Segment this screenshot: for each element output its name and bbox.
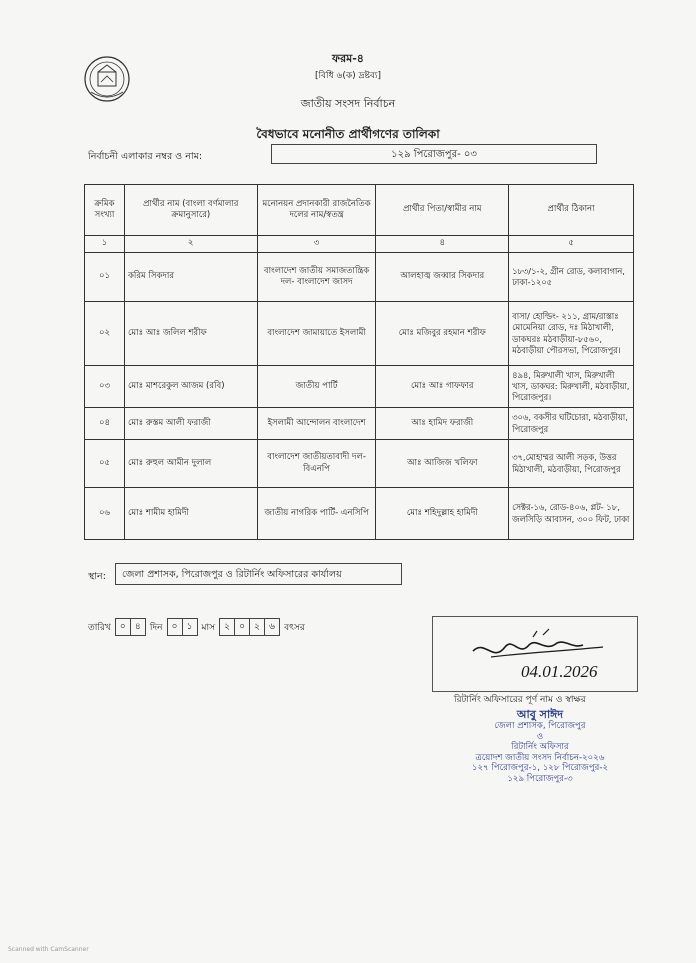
signature-caption: রিটার্নিং অফিসারের পূর্ণ নাম ও স্বাক্ষর: [454, 695, 586, 705]
column-number: ৩: [257, 236, 376, 253]
constituency-label: নির্বাচনী এলাকার নম্বর ও নাম:: [88, 151, 203, 162]
day-digit: ০: [116, 619, 131, 635]
father-name: মোঃ মজিবুর রহমান শরীফ: [376, 302, 509, 366]
month-digit: ০: [168, 619, 183, 635]
table-row: [85, 366, 634, 408]
party-name: বাংলাদেশ জাতীয় সমাজতান্ত্রিক দল- বাংলাদেশ জাসদ: [257, 253, 376, 302]
column-header-address: প্রার্থীর ঠিকানা: [509, 185, 634, 236]
year-digit: ২: [250, 619, 265, 635]
column-number: ৪: [376, 236, 509, 253]
document-title: বৈধভাবে মনোনীত প্রার্থীগণের তালিকা: [256, 127, 440, 141]
month-digit: ১: [186, 622, 193, 632]
month-label: মাস: [201, 622, 216, 633]
stamp-line: ১২৯ পিরোজপুর-৩: [507, 773, 573, 784]
party-name: জাতীয় নাগরিক পার্টি- এনসিপি: [257, 488, 376, 540]
party-name: বাংলাদেশ জামায়াতে ইসলামী: [257, 302, 376, 366]
candidate-address: সেক্টর-১৬, রোড-৪০৬, প্লট- ১৮, জলসিড়ি আবাসন, ৩০০ ফিট, ঢাকা: [509, 488, 634, 540]
row-serial: ০৬: [85, 488, 125, 540]
rule-reference: [বিধি ৬(ক) দ্রষ্টব্য]: [314, 71, 382, 81]
row-serial: ০২: [85, 302, 125, 366]
officer-name: আবু সাঈদ: [516, 708, 564, 721]
place-value: জেলা প্রশাসক, পিরোজপুর ও রিটার্নিং অফিসারের কার্যালয়: [115, 563, 402, 585]
signature-box: [432, 616, 638, 692]
stamp-line: রিটার্নিং অফিসার: [511, 742, 569, 753]
day-label: দিন: [149, 622, 163, 633]
year-digit: ৬: [269, 622, 275, 632]
column-header-father: প্রার্থীর পিতা/স্বামীর নাম: [376, 185, 509, 236]
day-digit: ৪: [134, 622, 141, 632]
candidate-name: মোঃ রুস্তম আলী ফরাজী: [124, 408, 257, 440]
candidate-name: মোঃ রুহুল আমীন দুলাল: [124, 440, 257, 488]
row-serial: ০১: [85, 253, 125, 302]
year-digit: ২: [220, 619, 235, 635]
stamp-line: ও: [536, 731, 544, 742]
table-row: [85, 253, 634, 302]
candidate-address: ৪৯৪, মিরুখালী খাস, মিরুখালী খাস, ডাকঘর: মিরুখালী, মঠবাড়ীয়া, পিরোজপুর।: [509, 366, 634, 408]
row-serial: ০৫: [85, 440, 125, 488]
table-row: [85, 440, 634, 488]
candidate-address: ১৮৩/১-২, গ্রীন রোড, কলাবাগান, ঢাকা-১২০৫: [509, 253, 634, 302]
year-label: বৎসর: [284, 622, 305, 633]
candidate-table: [84, 184, 634, 540]
column-number: ৫: [509, 236, 634, 253]
place-label: স্থান:: [88, 571, 106, 582]
candidate-address: ৩০৬, বকসীর ঘটিচোরা, মঠবাড়ীয়া, পিরোজপুর: [509, 408, 634, 440]
stamp-line: ১২৭ পিরোজপুর-১, ১২৮ পিরোজপুর-২: [471, 763, 609, 774]
year-boxes: [219, 618, 280, 636]
stamp-line: ত্রয়োদশ জাতীয় সংসদ নির্বাচন-২০২৬: [475, 752, 605, 763]
column-number: ২: [124, 236, 257, 253]
stamp-line: জেলা প্রশাসক, পিরোজপুর: [494, 721, 586, 732]
table-row: [85, 488, 634, 540]
father-name: মোঃ আঃ গাফফার: [376, 366, 509, 408]
date-prefix: তারিখ: [88, 622, 111, 633]
handwritten-signature: [433, 617, 637, 691]
table-row: [85, 302, 634, 366]
party-name: জাতীয় পার্টি: [257, 366, 376, 408]
father-name: মোঃ শহিদুল্লাহ হামিদী: [376, 488, 509, 540]
column-number: ১: [85, 236, 125, 253]
candidate-name: মোঃ আঃ জলিল শরীফ: [124, 302, 257, 366]
year-digit: ০: [235, 619, 250, 635]
table-header-row: [85, 185, 634, 236]
column-number-row: [85, 236, 634, 253]
father-name: আলহাজ্ব জব্বার সিকদার: [376, 253, 509, 302]
candidate-address: বাসা/ হোল্ডিং- ২১১, গ্রাম/রাস্তাঃ মোমেনিয়া রোড, দঃ মিঠাখালী, ডাকঘরঃ মঠবাড়ীয়া-৮৫৬০, মঠবাড়ীয়া পৌরসভা, পিরোজপুর।: [509, 302, 634, 366]
day-boxes: [115, 618, 146, 636]
candidate-name: মোঃ মাশরেকুল আজম (রবি): [124, 366, 257, 408]
father-name: আঃ হামিদ ফরাজী: [376, 408, 509, 440]
row-serial: ০৪: [85, 408, 125, 440]
row-serial: ০৩: [85, 366, 125, 408]
constituency-value: ১২৯ পিরোজপুর- ০৩: [271, 144, 597, 164]
date-row: [88, 618, 305, 636]
candidate-name: মোঃ শামীম হামিদী: [124, 488, 257, 540]
scanner-watermark: Scanned with CamScanner: [8, 946, 89, 953]
party-name: ইসলামী আন্দোলন বাংলাদেশ: [257, 408, 376, 440]
father-name: আঃ আজিজ খলিফা: [376, 440, 509, 488]
column-header-party: মনোনয়ন প্রদানকারী রাজনৈতিক দলের নাম/স্বতন্ত্র: [257, 185, 376, 236]
official-stamp: [440, 708, 640, 784]
table-row: [85, 408, 634, 440]
candidate-name: করিম সিকদার: [124, 253, 257, 302]
month-boxes: [167, 618, 198, 636]
handwritten-date: 04.01.2026: [521, 662, 598, 681]
election-name: জাতীয় সংসদ নির্বাচন: [300, 97, 396, 110]
column-header-serial: ক্রমিক সংখ্যা: [85, 185, 125, 236]
party-name: বাংলাদেশ জাতীয়তাবাদী দল- বিএনপি: [257, 440, 376, 488]
column-header-name: প্রার্থীর নাম (বাংলা বর্ণমালার ক্রমানুসারে): [124, 185, 257, 236]
form-number: ফরম-৪: [332, 52, 364, 65]
candidate-address: ৩৭,মোহাম্মর আলী সড়ক, উত্তর মিঠাখালী, মঠবাড়ীয়া, পিরোজপুর: [509, 440, 634, 488]
